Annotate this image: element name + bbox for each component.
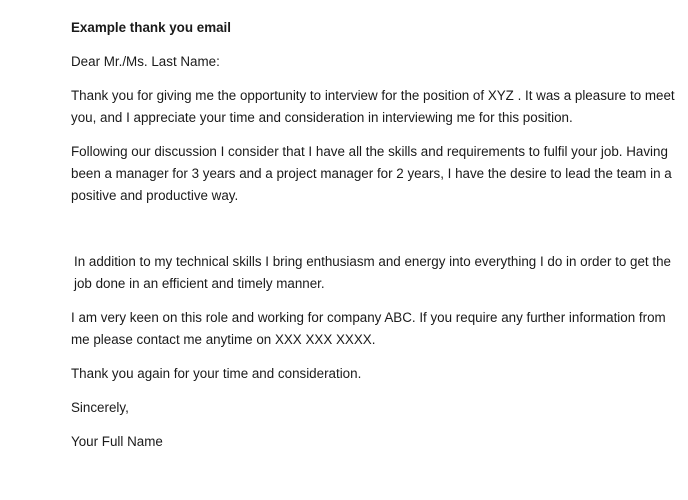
closing: Sincerely, bbox=[71, 400, 129, 415]
paragraph-opening: Thank you for giving me the opportunity to interview for the position of XYZ . It was a pleasure to meet you, and I appreciate your time and consideration in interviewing me for this position. bbox=[71, 88, 675, 125]
document-title: Example thank you email bbox=[71, 20, 232, 35]
signature: Your Full Name bbox=[71, 434, 163, 449]
paragraph-skills: Following our discussion I consider that I have all the skills and requirements to fulfil your job. Having been a manager for 3 years and a project manager for 2 years, I have the desire to lead the team in a positive and productive way. bbox=[71, 144, 672, 203]
spacer bbox=[71, 219, 683, 251]
paragraph-contact: I am very keen on this role and working for company ABC. If you require any further information from me please contact me anytime on XXX XXX XXXX. bbox=[71, 310, 666, 347]
paragraph-enthusiasm: In addition to my technical skills I bring enthusiasm and energy into everything I do in order to get the job done in an efficient and timely manner. bbox=[74, 254, 671, 291]
salutation: Dear Mr./Ms. Last Name: bbox=[71, 54, 220, 69]
paragraph-thanks: Thank you again for your time and consideration. bbox=[71, 366, 362, 381]
email-document bbox=[71, 17, 683, 465]
